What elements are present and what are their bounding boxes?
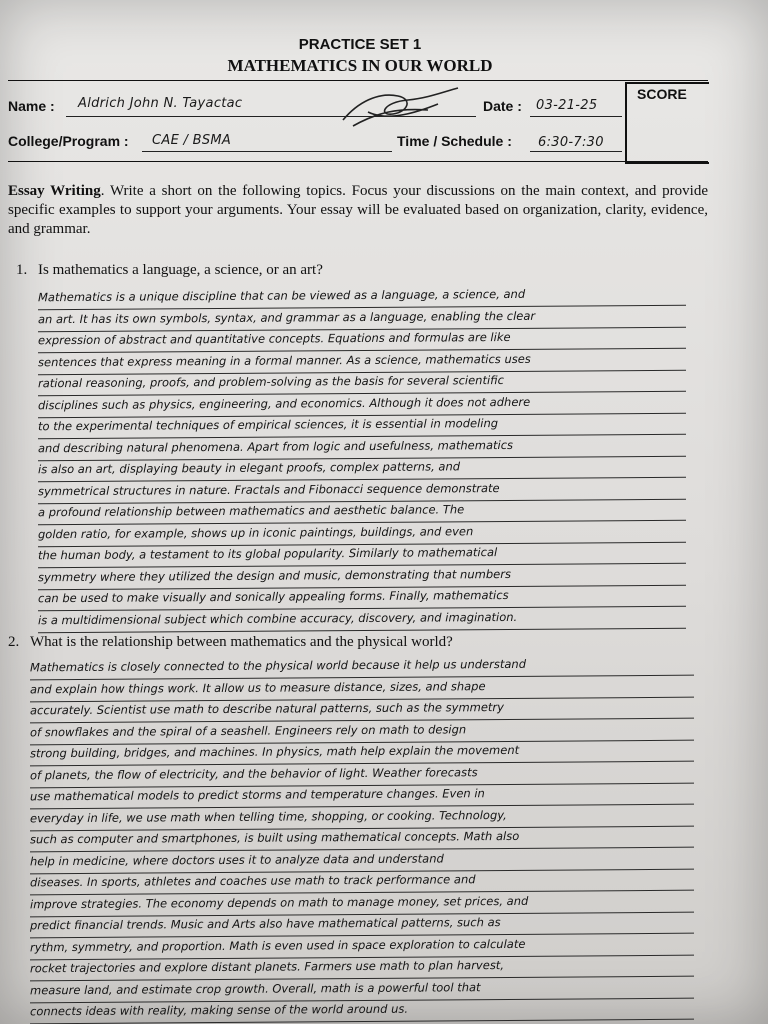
answer-line: diseases. In sports, athletes and coaches use math to track performance and	[30, 869, 694, 895]
college-underline	[142, 151, 392, 152]
name-label: Name :	[8, 98, 55, 114]
time-value: 6:30-7:30	[538, 135, 604, 150]
date-underline	[530, 116, 622, 117]
answer-line: rational reasoning, proofs, and problem-solving as the basis for several scientific	[38, 370, 686, 396]
answer-line: and describing natural phenomena. Apart from logic and usefulness, mathematics	[38, 434, 686, 460]
answer-line: rocket trajectories and explore distant planets. Farmers use math to plan harvest,	[30, 955, 694, 981]
name-value: Aldrich John N. Tayactac	[78, 96, 243, 111]
answer-line: symmetrical structures in nature. Fractals and Fibonacci sequence demonstrate	[38, 477, 686, 503]
answer-line: measure land, and estimate crop growth. Overall, math is a powerful tool that	[30, 976, 694, 1002]
answer-line: improve strategies. The economy depends on math to manage money, set prices, and	[30, 890, 694, 916]
answer-1	[38, 286, 686, 630]
question-2	[8, 634, 453, 651]
answer-line: strong building, bridges, and machines. In physics, math help explain the movement	[30, 740, 694, 766]
answer-line: disciplines such as physics, engineering, and economics. Although it does not adhere	[38, 391, 686, 417]
question-2-number: 2.	[8, 634, 20, 650]
answer-line: use mathematical models to predict storms and temperature changes. Even in	[30, 783, 694, 809]
answer-line: is also an art, displaying beauty in elegant proofs, complex patterns, and	[38, 456, 686, 482]
question-1	[16, 262, 323, 279]
question-2-text: What is the relationship between mathematics and the physical world?	[30, 634, 453, 650]
instructions-lead: Essay Writing	[8, 183, 101, 199]
answer-line: can be used to make visually and sonically appealing forms. Finally, mathematics	[38, 585, 686, 611]
page-subtitle: MATHEMATICS IN OUR WORLD	[227, 56, 493, 75]
answer-line: golden ratio, for example, shows up in iconic paintings, buildings, and even	[38, 520, 686, 546]
time-underline	[530, 151, 622, 152]
answer-line: the human body, a testament to its global popularity. Similarly to mathematical	[38, 542, 686, 568]
page-title: PRACTICE SET 1	[298, 36, 422, 53]
answer-line: rythm, symmetry, and proportion. Math is even used in space exploration to calculate	[30, 933, 694, 959]
answer-line: of snowflakes and the spiral of a seashell. Engineers rely on math to design	[30, 718, 694, 744]
answer-line: Mathematics is a unique discipline that can be viewed as a language, a science, and	[38, 284, 686, 310]
score-label: SCORE	[637, 86, 687, 102]
signature	[338, 82, 468, 132]
answer-line: sentences that express meaning in a formal manner. As a science, mathematics uses	[38, 348, 686, 374]
instructions	[8, 182, 708, 239]
answer-line: is a multidimensional subject which combine accuracy, discovery, and imagination.	[38, 606, 686, 632]
answer-2	[30, 656, 694, 1022]
answer-line: predict financial trends. Music and Arts also have mathematical patterns, such as	[30, 912, 694, 938]
answer-line: accurately. Scientist use math to describe natural patterns, such as the symmetry	[30, 697, 694, 723]
answer-line: such as computer and smartphones, is built using mathematical concepts. Math also	[30, 826, 694, 852]
date-label: Date :	[483, 98, 522, 114]
question-1-text: Is mathematics a language, a science, or an art?	[38, 262, 323, 278]
date-value: 03-21-25	[536, 98, 598, 113]
college-label: College/Program :	[8, 133, 129, 149]
answer-line: and explain how things work. It allow us to measure distance, sizes, and shape	[30, 675, 694, 701]
answer-line: Mathematics is closely connected to the physical world because it help us understand	[30, 654, 694, 680]
info-divider	[8, 161, 708, 162]
answer-line: connects ideas with reality, making sense of the world around us.	[30, 998, 694, 1024]
college-value: CAE / BSMA	[152, 133, 232, 148]
answer-line: everyday in life, we use math when telling time, shopping, or cooking. Technology,	[30, 804, 694, 830]
answer-line: expression of abstract and quantitative concepts. Equations and formulas are like	[38, 327, 686, 353]
answer-line: an art. It has its own symbols, syntax, and grammar as a language, enabling the clear	[38, 305, 686, 331]
time-label: Time / Schedule :	[397, 133, 512, 149]
answer-line: of planets, the flow of electricity, and the behavior of light. Weather forecasts	[30, 761, 694, 787]
score-box	[625, 82, 709, 164]
answer-line: symmetry where they utilized the design and music, demonstrating that numbers	[38, 563, 686, 589]
answer-line: help in medicine, where doctors uses it to analyze data and understand	[30, 847, 694, 873]
question-1-number: 1.	[16, 262, 28, 278]
header-divider	[8, 80, 708, 81]
answer-line: a profound relationship between mathematics and aesthetic balance. The	[38, 499, 686, 525]
instructions-text: . Write a short on the following topics. Focus your discussions on the main context, and provide specific examples to support your arguments. Your essay will be evaluated based on organization, clarity, evidence, and grammar.	[8, 183, 708, 237]
answer-line: to the experimental techniques of empirical sciences, it is essential in modeling	[38, 413, 686, 439]
